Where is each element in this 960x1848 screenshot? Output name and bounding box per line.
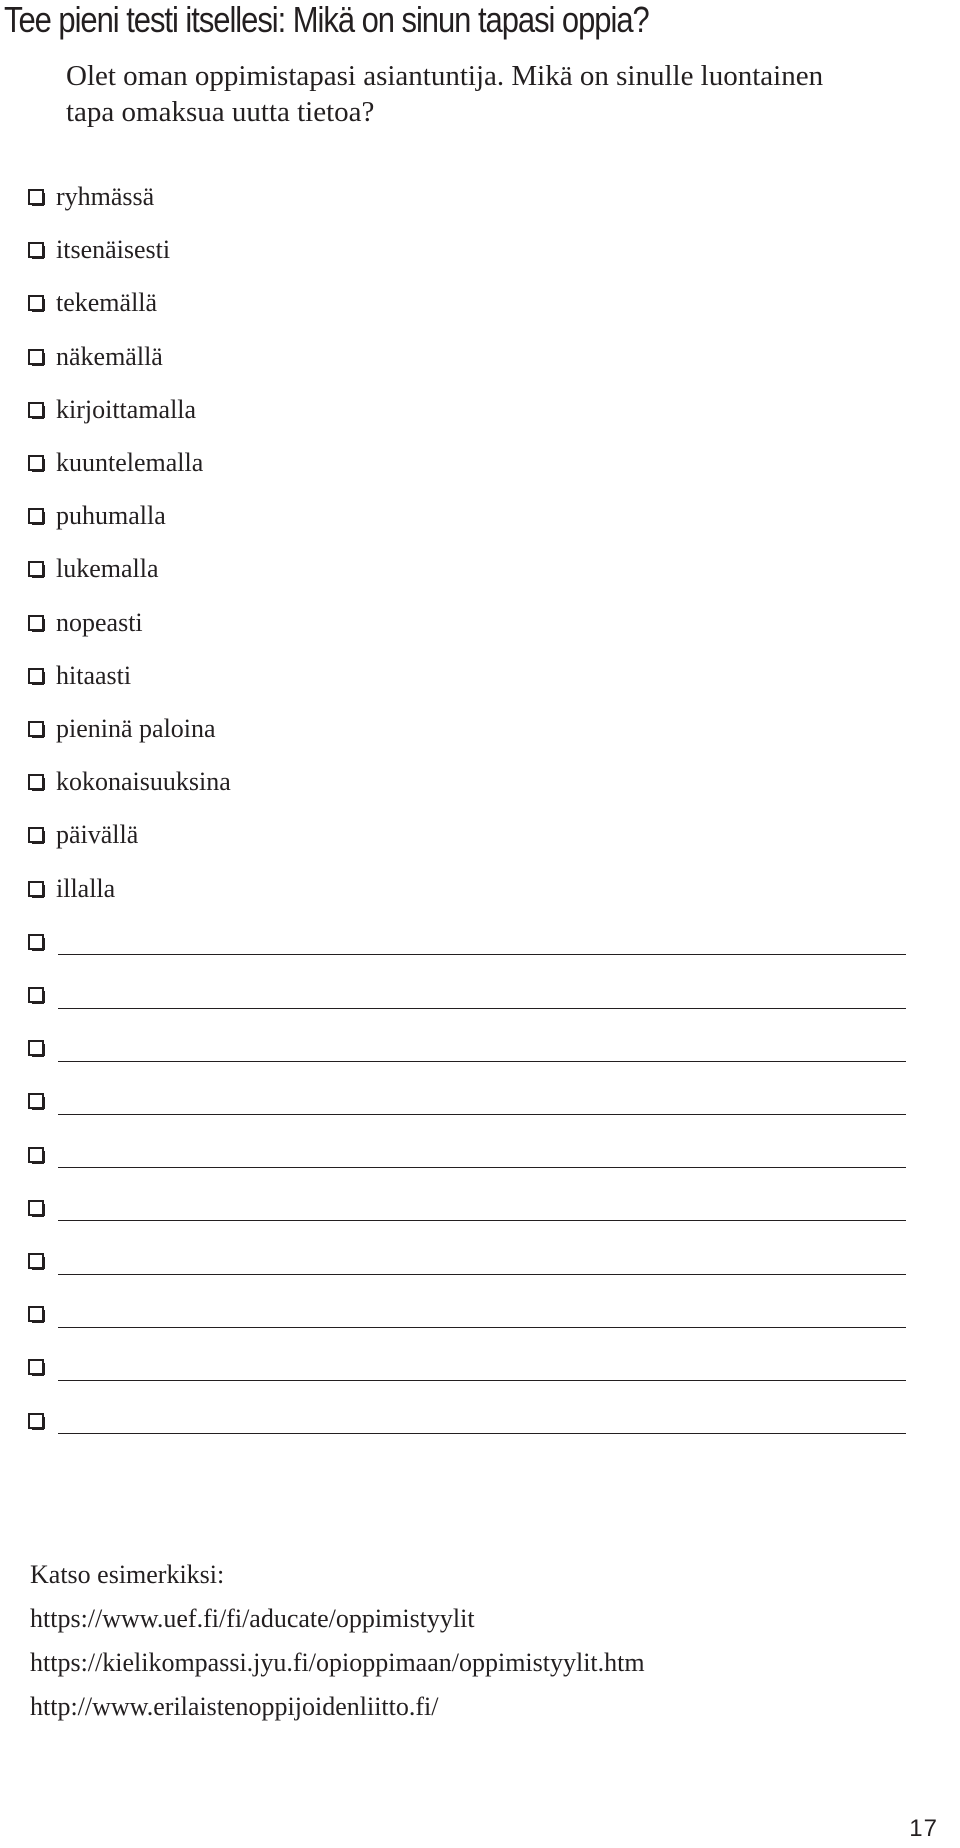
checklist-item-label: nopeasti — [56, 607, 143, 637]
checklist-item-label: illalla — [56, 873, 116, 903]
write-in-line[interactable] — [58, 1088, 906, 1115]
checklist-item — [28, 711, 216, 747]
write-in-line[interactable] — [58, 1407, 906, 1434]
checklist-blank-item — [28, 977, 906, 1013]
checklist-blank-item — [28, 1349, 906, 1385]
checklist-blank-item — [28, 1296, 906, 1332]
checklist-item-label: pieninä paloina — [56, 714, 216, 743]
checkbox[interactable] — [28, 189, 44, 205]
checkbox[interactable] — [28, 1093, 44, 1109]
checklist-item — [28, 764, 231, 800]
checklist-item — [28, 392, 196, 428]
intro-text — [66, 58, 926, 130]
checkbox[interactable] — [28, 615, 44, 631]
checkbox[interactable] — [28, 295, 44, 311]
checklist-blank-item — [28, 1083, 906, 1119]
checkbox[interactable] — [28, 987, 44, 1003]
checklist-item-label: näkemällä — [56, 341, 163, 371]
references-heading: Katso esimerkiksi: — [30, 1560, 225, 1589]
checkbox[interactable] — [28, 1413, 44, 1429]
checkbox[interactable] — [28, 1040, 44, 1056]
checkbox[interactable] — [28, 349, 44, 365]
checkbox[interactable] — [28, 1147, 44, 1163]
checkbox[interactable] — [28, 1359, 44, 1375]
checklist-blank-item — [28, 924, 906, 960]
checklist-item-label: päivällä — [56, 820, 139, 850]
checkbox[interactable] — [28, 881, 44, 897]
checkbox[interactable] — [28, 668, 44, 684]
references — [30, 1553, 645, 1729]
page-title: Tee pieni testi itsellesi: Mikä on sinun tapasi oppia? — [4, 0, 649, 40]
page-number: 17 — [909, 1815, 938, 1842]
checkbox[interactable] — [28, 1253, 44, 1269]
checkbox[interactable] — [28, 721, 44, 737]
checklist-item — [28, 498, 166, 534]
intro-line-1: Olet oman oppimistapasi asiantuntija. Mikä on sinulle luontainen — [66, 60, 824, 92]
checklist-item-label: kirjoittamalla — [56, 394, 197, 424]
checklist-blank-item — [28, 1190, 906, 1226]
checklist-item-label: itsenäisesti — [56, 235, 171, 265]
checklist-item — [28, 285, 157, 321]
checkbox[interactable] — [28, 934, 44, 950]
write-in-line[interactable] — [58, 1141, 906, 1168]
checklist-blank-item — [28, 1030, 906, 1066]
reference-link-1[interactable]: https://www.uef.fi/fi/aducate/oppimistyylit — [30, 1604, 475, 1633]
write-in-line[interactable] — [58, 1248, 906, 1275]
write-in-line[interactable] — [58, 1354, 906, 1381]
checklist-item — [28, 817, 138, 853]
checkbox[interactable] — [28, 774, 44, 790]
write-in-line[interactable] — [58, 1194, 906, 1221]
write-in-line[interactable] — [58, 1035, 906, 1062]
checkbox[interactable] — [28, 508, 44, 524]
checklist-item-label: lukemalla — [56, 554, 159, 584]
checkbox[interactable] — [28, 455, 44, 471]
checkbox[interactable] — [28, 242, 44, 258]
checklist-item — [28, 551, 159, 587]
write-in-line[interactable] — [58, 1301, 906, 1328]
checkbox[interactable] — [28, 402, 44, 418]
reference-link-2[interactable]: https://kielikompassi.jyu.fi/opioppimaan/oppimistyylit.htm — [30, 1648, 645, 1677]
checklist-item — [28, 179, 154, 215]
checklist-item-label: puhumalla — [56, 501, 166, 531]
checkbox[interactable] — [28, 1200, 44, 1216]
checkbox[interactable] — [28, 1306, 44, 1322]
checklist-item — [28, 871, 115, 907]
checklist-blank-item — [28, 1403, 906, 1439]
checklist-item-label: kokonaisuuksina — [56, 767, 231, 797]
reference-link-3[interactable]: http://www.erilaistenoppijoidenliitto.fi/ — [30, 1692, 439, 1721]
checkbox[interactable] — [28, 827, 44, 843]
checklist-item — [28, 445, 203, 481]
checklist-item — [28, 339, 163, 375]
checklist-item-label: hitaasti — [56, 660, 132, 690]
checklist-item — [28, 658, 131, 694]
checkbox[interactable] — [28, 561, 44, 577]
checklist-item — [28, 232, 170, 268]
write-in-line[interactable] — [58, 928, 906, 955]
checklist-item-label: tekemällä — [56, 288, 158, 318]
checklist-item-label: ryhmässä — [56, 182, 155, 211]
checklist-blank-item — [28, 1137, 906, 1173]
checklist-blank-item — [28, 1243, 906, 1279]
checklist-item-label: kuuntelemalla — [56, 448, 204, 477]
intro-line-2: tapa omaksua uutta tietoa? — [66, 96, 375, 128]
write-in-line[interactable] — [58, 982, 906, 1009]
checklist-item — [28, 605, 143, 641]
